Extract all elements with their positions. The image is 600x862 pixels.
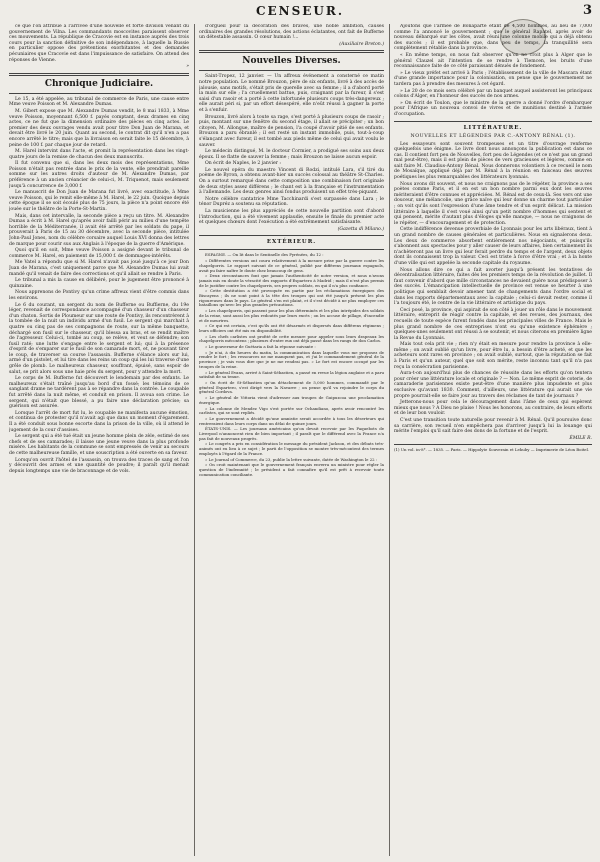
news-paragraph: » Les chefs carlistes ont profité de cette mesure pour appeler sous leurs drapeaux les chapelgorris mécontens ; plusieurs d'entre eux ont déjà passé dans les rangs de don Carlos. xyxy=(199,333,384,344)
news-paragraph: » On croit maintenant que le gouvernement français enverra un ministre pour régler la question de l'indemnité ; le président a fait connaître qu'il est prêt à recevoir toute communication conciliante. xyxy=(199,462,384,477)
article-paragraph: M. Harel intervint dans l'acte, et promit la représentation dans les vingt-quatre jours de la remise de chacun des deux manuscrits. xyxy=(9,149,189,160)
article-paragraph: Lorsque l'arrêt de mort fut lu, le coupable ne manifesta aucune émotion, et continua de protester qu'il n'avait agi que dans un moment d'égarement. Il a été conduit sous bonne escorte dans la prison de la ville, où il attend le jugement de la cour d'assises. xyxy=(9,410,189,433)
article-paragraph: Le manuscrit de Don Juan de Marana fut livré, avec exactitude, à Mme veuve Poisson, qui le remit elle-même à M. Harel, le 22 juin. Quoique depuis cette époque il se soit écoulé plus de 75 jours, la pièce n'a point encore été jouée sur le théâtre de la Porte-St-Martin. xyxy=(9,190,189,213)
section-rule xyxy=(394,121,592,122)
masthead xyxy=(0,4,600,22)
article-paragraph: Le médecin distingué, M. le docteur Cormier, a prodigué ses soins aux deux époux. Il se flatte de sauver la femme ; mais Brouzon ne laisse aucun espoir. xyxy=(199,149,384,160)
exterieur-heading: EXTÉRIEUR. xyxy=(266,239,317,246)
column-divider xyxy=(194,24,195,856)
newspaper-title: CENSEUR. xyxy=(255,4,345,18)
article-paragraph: On écrit de Naples, le 2 janvier : xyxy=(205,161,281,167)
litterature-heading: LITTÉRATURE. xyxy=(463,124,523,131)
article-paragraph: Nous apprenons de Pontivy qu'un crime affreux vient d'être commis dans les environs. xyxy=(9,290,189,301)
column-1 xyxy=(9,24,189,858)
article-paragraph: Il fut convenu que si, dans les deux mois des représentations, Mme Poisson n'était pas rentrée dans le prix de la vente, elle prendrait pareille somme sur les autres droits d'auteur de M. Alexandre Dumas, par préférence à un ancien créancier de celui-ci, M. Triquenot, mais seulement jusqu'à concurrence de 3,000 f. xyxy=(9,161,189,189)
review-paragraph: Ceci posé, la province, qui aspirait de son côté à jouer un rôle dans le mouvement littéraire, entreprit de réagir contre la capitale, et des revues, des journaux, des recueils de toute espèce furent fondés dans les principales villes de France. Mais le plus grand nombre de ces entreprises n'ont eu qu'une existence éphémère ; quelques-unes seulement ont réussi à se soutenir, et nous citerons en première ligne la Revue du Lyonnais. xyxy=(394,307,592,341)
section-rule xyxy=(199,70,384,71)
article-paragraph: Le tribunal a mis la cause en délibéré, pour le jugement être prononcé à quinzaine. xyxy=(9,278,189,289)
article-paragraph: » On écrit de Toulon, que le ministre de la guerre a donné l'ordre d'embarquer pour l'Afrique un nouveau convoi de vivres et de munitions destiné à l'armée d'occupation. xyxy=(394,100,592,117)
article-paragraph: Le 6 du courant, un sergent du nom de Bufferne ou Buffierne, du 19e léger, revenait de correspondance accompagné d'un chasseur d'un chasseur d'un chaton. Sortis de Ploumeur sur une route de Pontivy, ils rencontrèrent à la tombée de la nuit un individu armé d'un fusil. Le sergent qui marchait à quatre ou cinq pas de ses compagnons de route, sur la même banquette, déchargé son fusil sur le chasseur, qu'il blessa au bras, et se rendit maître de l'agresseur. Celui-ci, tombé au coup, se relève, et veut se défendre; son fusil raté; une lutte s'engage entre le sergent et lui; qui à la présence d'esprit de s'emparer sur le fusil de son camarade mort, et, ne pouvant tirer le coup, de traverser sa course l'assassin. Bufferne s'élance alors sur lui, armé d'un pistolet, et lui tire dans les reins un coup qui les lui traverse d'une grêle de plomb. Le malheureux chasseur, souffrant, épuisé, sans espoir de salut, se prit alors sous une haie près du sergent, pour y attendre la mort. xyxy=(9,302,189,375)
news-paragraph: » Deux circonstances font que jamais l'authenticité de notre version, et nous n'avons jamais mis en doute la véracité des rapports d'Espartero à Madrid ; mais il n'est plus permis de le justifier contre les chapelgorris, ses propres soldats, en qui il n'a plus confiance. xyxy=(199,273,384,288)
news-paragraph: » Le gouvernement a décidé qu'une amnistie serait accordée à tous les déserteurs qui rentreraient dans leurs corps dans un délai de quinze jours. xyxy=(199,415,384,426)
news-paragraph: » On écrit de St-Sébastien qu'un détachement de 5,000 hommes, commandé par le général Espartero, s'est dirigé vers la Navarre ; on pense qu'il va rejoindre le corps du général Cordova. xyxy=(199,379,384,395)
news-paragraph: « Je n'ai, à dix heures du matin, la communication dans laquelle vous me proposez de rendre le fort ; les ressources ne me manquent pas, et j'ai le commandement général de la province ; je vais vous dire que je ne me rendrai pas. » Le fort est encore occupé par les troupes de la reine. xyxy=(199,349,384,369)
page-number: 3 xyxy=(582,3,592,18)
article-paragraph: La musicienne les plus appréciés de cette nouvelle partition sont d'abord l'introduction, qui a été vivement applaudie, ensuite le finale du premier acte et quelques chœurs dont l'exécution a été extrêmement satisfaisante. xyxy=(199,209,384,226)
column-2 xyxy=(199,24,384,858)
article-paragraph: « En même temps, on nous fait observer qu'on ne croit plus à Alger que le général Clauzel ait l'intention de se rendre à Tlemcen, les bruits d'une reconnaissance faite de ce côté paraissant dénués de fondement. xyxy=(394,52,592,70)
article-paragraph: Mais, dans cet intervalle, la seconde pièce a reçu un titre. M. Alexandre Dumas a écrit à M. Harel qu'après avoir failli périr au milieu d'une tempête horrible de la Méditerranée, il avait été arrêté par les soldats du pape, il prouverait à Paris de 15 au 30 décembre, avec la seconde pièce, intitulée John-Paul Jones, nom du célèbre corsaire auquel Louis XVI donna des lettres de marque pour courir sus aux Anglais à l'époque de la guerre d'Amérique. xyxy=(9,213,189,247)
news-paragraph: » La colonne de Mendez Vigo s'est portée sur Ochandiano, après avoir rencontré les carlistes, qui se sont repliés. xyxy=(199,405,384,416)
litterature-subheading: NOUVELLES ET LÉGENDES PAR C.-ANTONY RÉNAL (1). xyxy=(410,133,576,139)
review-signature: ÉMILE R. xyxy=(569,435,592,441)
news-paragraph: » Le général Evans, arrivé à Saint-Sébastien, a passé en revue la légion anglaise et a paru satisfait de sa tenue. xyxy=(199,369,384,380)
intro-paragraph: ce que l'on attribue à l'arrivée d'une nouvelle et forte division venant du gouvernement de Vilna. Les commandants moscovites paraissent observer ces mouvements. La république de Cracovie est en instance auprès des trois cours pour la sanction définitive de son indépendance, à laquelle la Russie en particulier oppose des prétentions exorbitantes et des demandes pécuniaires que Cracovie est dans l'impuissance de satisfaire. On attend des réponses de Vienne. xyxy=(9,24,189,63)
article-paragraph: Le 15, a été appelée, au tribunal de commerce de Paris, une cause entre Mme veuve Poisson et M. Alexandre Dumas. xyxy=(9,96,189,108)
news-paragraph: ESPAGNE. — On lit dans le Sentinelle des Pyrénées, du 12 : xyxy=(205,252,324,258)
news-paragraph: » Ce qui est certain, c'est qu'ils ont été désarmés et dispersés dans différens régimens ; leurs officiers ont été mis en disponibilité. xyxy=(199,323,384,333)
review-paragraph: Cette indifférence devenue proverbiale de Lyonnais pour les arts libéraux, tient à un grand nombre de causes générales et particulières. Nous en signalerons deux. Les deux de commerce absorbent entièrement nos négociants, et puisqu'ils s'abonnent aux spectacles pour y aller causer de leurs affaires, bien certainement ils n'achèteront pas un livre qui leur ferait perdre du temps et de l'argent, deux objets dont ils connaissent trop la valeur. Ceci est triste à force d'être vrai ; et à la honte d'une ville qui est appelée la seconde capitale du royaume. xyxy=(394,227,592,266)
article-paragraph: Ajoutons que l'armée de Bonaparte étant de 4,500 hommes, au lieu de 7,000 comme l'a annoncé le gouvernement ; que le général Rapatel, après avoir de nouveau débarqué sur les côtes, avait réuni une colonne mobile qui a déjà obtenu des succès ; il est probable que, dans peu de temps, la tranquillité sera complètement rétablie dans la province. xyxy=(394,24,592,52)
chronique-judiciaire-heading: Chronique Judiciaire. xyxy=(44,78,154,89)
news-paragraph: » Le général de Vittoria vient d'adresser aux troupes de Guipuzcoa une proclamation énergique. xyxy=(199,395,384,405)
news-paragraph: ÉTATS-UNIS. — Les journaux américains qu'on devait recevoir par les Paquebots de Liverpool n'annoncent rien de bien important ; il paraît que le différend avec la France n'a pas fait de nouveaux progrès. xyxy=(199,426,384,441)
article-paragraph: Saint-Tropez, 12 janvier. — Un affreux événement a consterné ce matin notre population. Le nommé Brouzon, père de six enfants, livré à des accès de jalousie, sans motifs, s'était pris de querelle avec sa femme ; il a d'abord porté la main sur elle ; l'a cruellement battue, puis, craignant par la fureur, il s'est saisi d'un rasoir et a porté à cette infortunée plusieurs coups très-dangereux ; elle aurait péri si, par un effort désespéré, elle n'eût réussi à gagner la porte et à s'enfuir. xyxy=(199,74,384,113)
news-paragraph: » Le Journal of Commerce, du 23, publie la lettre suivante, datée de Washington le 22 : xyxy=(205,456,378,462)
exterieur-section xyxy=(199,253,384,477)
review-paragraph: Nous avons dit souvent, et nous ne craignons pas de le répéter, la province a ses poètes comme Paris, et il en est un bon nombre parmi eux dont les œuvres mériteraient d'être connues et appréciées. M. Rénal est de ceux-là. Ses vers ont une douceur, une mélancolie, une grâce naïve qui leur donne un charme tout particulier ; on voit qu'ils sont l'expression d'une âme tendre et d'un esprit délicat. La mission littéraire à laquelle il s'est voué ainsi qu'un petit nombre d'hommes qui sentent et qui pensent, mérite d'autant plus d'éloges qu'elle manque, — nous ne craignons de le répéter, — d'encouragement et de protection. xyxy=(394,181,592,226)
article-paragraph: Le corps de M. Bufferne fut découvert le lendemain par des enfants. Le malheureux s'était traîné jusqu'au bord d'un fossé; les témoins de ce sanglant drame ne tardèrent pas à se répandre dans la contrée. Le coupable fut arrêté dans la nuit même, et conduit en prison. Il avoua son crime. Le sergent, qui n'était que blessé, a pu faire une déclaration précise; sa guérison est assurée. xyxy=(9,376,189,410)
article-paragraph: Le nouvel opéra du maestro Vincent di Rodzi, intitulé Lara, s'il tiré du poème de Byron, a obtenu avant-hier un succès colossal au théâtre St-Charles. On a surtout remarqué dans cette composition une combinaison fort originale de deux styles assez différens ; le chant est à la française et l'instrumentation à l'allemande. Les deux genres ainsi fondus produisent un effet très-piquant. xyxy=(199,167,384,196)
section-rule xyxy=(199,249,384,250)
article-paragraph: M. Gibert expose que M. Alexandre Dumas vendit, le 8 mai 1833, à Mme veuve Poisson, moyennant 6,500 f. payés comptant, deux drames en cinq actes, ce ne fut que la dimension ordinaire des pièces en cinq actes. Le premier des deux ouvrages vendu avait pour titre Don Juan de Marana, et devait être livré le 20 juin. Quant au second, le contrat dit qu'il n'en a pas encore arrêté le titre; mais que la livraison en serait faite le 15 décembre, à peine de 100 f. par chaque jour de retard. xyxy=(9,108,189,148)
article-paragraph: Brouzon, livré alors à toute sa rage, s'est porté à plusieurs coups de rasoir ; puis, montant sur une fenêtre du second étage, il allait se précipiter ; un bon citoyen, M. Allongue, maître de pension, l'a coupé d'avoir pitié de ses enfants. Brouzon a paru ébranlé ; il est resté un instant immobile, puis, tout-à-coup s'élançant avec fureur, il est tombé aux pieds même de celui qui avait voulu le sauver. xyxy=(199,114,384,148)
review-paragraph: Mais tout cela prit vie ; rien n'y était en mesure pour rendre la province à elle-même ; on avait oublié qu'un livre, pour être lu, a besoin d'être acheté, et que les acheteurs sont rares en province ; on avait oublié, surtout, que la réputation se fait à Paris et qu'un auteur, quel que soit son mérite, reste inconnu tant qu'il n'a pas reçu la consécration parisienne. xyxy=(394,342,592,370)
section-rule xyxy=(9,93,189,94)
news-paragraph: « Différentes versions ont couru relativement à la mesure prise par la guerre contre les chapelgorris. Le rapport suivant de ce général, publié par différens journaux espagnols, avait pu faire naître le doute chez beaucoup de gens. xyxy=(199,258,384,273)
news-paragraph: » Le congrès a pris en considération le message du président Jackson, et des débats très-animés ont eu lieu à ce sujet ; le parti de l'opposition se montre très-mécontent des termes employés à l'égard de la France. xyxy=(199,441,384,456)
review-paragraph: Aura-t-on aujourd'hui plus de chances de réussite dans les efforts qu'on tentera pour créer une littérature locale et originale ? — Non. Le même esprit de coterie, de camaraderie parisiennes existe peut-être d'une manière plus impudente et plus exclusive qu'avant 1830. Comment, d'ailleurs, une littérature qui aurait une vie propre pourrait-elle se faire jour au travers des réclames de tant de journaux ? xyxy=(394,371,592,399)
news-paragraph: » Cette destitution a été provoquée en partie par les réclamations énergiques des Biscayens ; ils ne sont point à la tête des troupes qui ont été jusqu'à présent les plus rigoureuses dans le pays. Le général s'en est plaint, et il s'est décidé à ne plus employer ces bataillons qu'avec les plus grandes précautions. xyxy=(199,288,384,308)
article-paragraph: Me Vatel a répondu que si M. Harel n'avait pas joué jusqu'à ce jour Don Juan de Marana, c'est uniquement parce que M. Alexandre Dumas lui avait mandé qu'il venait de faire des corrections et qu'il allait se rendre à Paris. xyxy=(9,260,189,277)
section-rule xyxy=(9,73,189,76)
article-paragraph: » Le vieux préfet est arrivé à Paris ; l'établissement de la ville de Mascara étant d'une grande importance pour la colonisation, on pense que le gouvernement ne tardera pas à prendre des mesures à cet égard. xyxy=(394,70,592,87)
review-paragraph: Les essayeurs sont souvent trompeuses et un titre d'ouvrage renferme quelquefois une énigme. Le livre dont nous annonçons la publication est dans ce cas. Il contient fort peu de Nouvelles, fort peu de Légendes (et ce n'est pas un grand mal peut-être), mais il est plein de pièces de vers gracieuses et légères, comme en sait faire M. Claudius-Antony Rénal. Nous donnerons volontiers à ce recueil le nom de Mosaïque, appliqué déjà par M. Rénal à la réunion en faisceau des œuvres poétiques les plus remarquables des littérateurs lyonnais. xyxy=(394,141,592,181)
column-divider xyxy=(389,24,390,856)
intro-paragraph: d'orgueil pour la décoration des braves, une noble ambition, causes ordinaires des grandes résolutions, des actions éclatantes, ont fait de Bufferne un détestable assassin. O cœur humain !... xyxy=(199,24,384,41)
article-paragraph: Quoi qu'il en soit, Mme veuve Poisson a assigné devant le tribunal de commerce M. Harel, en paiement de 15,000 f. de dommages-intérêts. xyxy=(9,248,189,259)
intro-signature: » xyxy=(186,64,189,70)
news-paragraph: » Les chapelgorris, qui passent pour les plus déterminés et les plus intrépides des soldats de la reine, sont aussi les plus redoutés par leurs excès ; on les accuse de pillage, d'incendie et de meurtres. xyxy=(199,308,384,323)
article-paragraph: Notre célèbre cantatrice Mme Tacchinardi s'est surpassée dans Lara ; le ténor Dupréz a soutenu sa réputation. xyxy=(199,196,384,208)
article-paragraph: Lorsqu'on ouvrit l'hôtel de l'assassin, on trouva des traces de sang et l'on y découvrit des armes et une quantité de poudre; il paraît qu'il menait depuis longtemps une vie de braconnage et de vols. xyxy=(9,457,189,474)
news-paragraph: » Le gouverneur de Guétaria a fait la réponse suivante : xyxy=(205,344,316,350)
section-rule xyxy=(199,50,384,53)
review-paragraph: Jetterons-nous pour cela le découragement dans l'âme de ceux qui espèrent mieux que nous ? A Dieu ne plaise ! Nous les honorons, au contraire, de leurs efforts et de leur bon vouloir. xyxy=(394,400,592,417)
section-rule xyxy=(199,235,384,236)
column-3 xyxy=(394,24,592,858)
nouvelles-diverses-heading: Nouvelles Diverses. xyxy=(242,56,341,67)
footnote-rule xyxy=(394,444,592,445)
intro-source: (Auxiliaire Breton.) xyxy=(339,41,384,47)
article-source: (Gazetta di Milano.) xyxy=(337,226,384,232)
article-paragraph: » Le 20 de ce mois sera célébré par un banquet auquel assisteront les principaux colons d'Alger, en l'honneur des succès de nos armes. xyxy=(394,88,592,100)
review-paragraph: C'est une transition toute naturelle pour revenir à M. Rénal. Qu'il poursuive donc sa carrière, son recueil n'en empêchera pas d'arriver jusqu'à lui la louange qui mérite l'emploi qu'il sait faire des dons de la fortune et de l'esprit. xyxy=(394,418,592,435)
review-paragraph: Nous allons dire ce qui a fait avorter jusqu'à présent les tentatives de décentralisation littéraire, faites dès les premiers temps de la révolution de juillet. Il faut convenir d'abord que mille circonstances ne devaient guère nous prédisposer à des succès. L'émancipation intellectuelle de province est venue se heurter à une politique qui semblait devoir amener tant de changements dans l'ordre social et dans les rapports départementaux avec la capitale ; celui-ci devait rester, comme il l'a toujours été, le centre de la vie littéraire et artistique du pays. xyxy=(394,267,592,307)
footnote: (1) Un vol. in-8°. — 1835. — Paris. — Hippolyte Souverain et Lehuby — Imprimerie de Léon Boitel. xyxy=(394,447,590,453)
article-paragraph: Le sergent qui a été tué était un jeune homme plein de zèle, estimé de ses chefs et de ses camarades; il laisse une jeune veuve dans la plus profonde misère. Les habitants de la commune se sont empressés de venir au secours de cette malheureuse famille, et une souscription a été ouverte en sa faveur. xyxy=(9,434,189,456)
